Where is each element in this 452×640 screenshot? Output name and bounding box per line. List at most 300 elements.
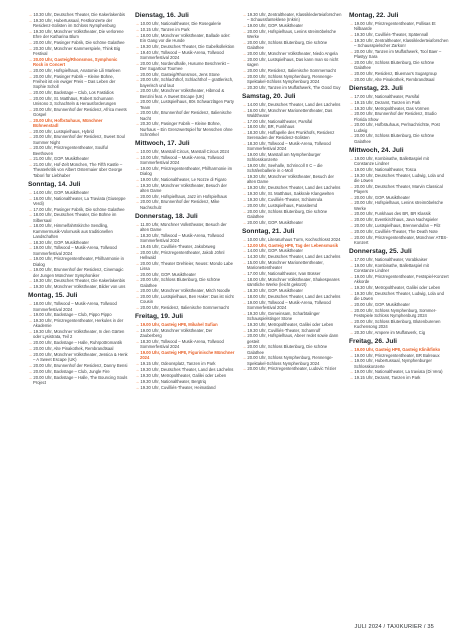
event-entry [135,339,235,349]
event-text: 19.00 Uhr, Prinzregententheater, Festspiel-Konzert Akkorde [354,273,449,285]
event-text: 19.15 Uhr, Dezamt, Tanzen im Park [354,99,421,105]
arrow-right-icon: → [135,277,141,283]
arrow-right-icon: → [28,156,34,162]
arrow-right-icon: → [28,145,34,151]
event-text: 20.00 Uhr, Schloss Blutenburg, Blutenburenen Kuchensong 2024 [354,318,441,329]
arrow-right-icon: → [242,107,248,113]
event-entry [28,369,128,374]
event-entry [28,340,128,345]
event-text: 20.30 Uhr, Ampere im Muffatwerk, Cig [354,329,426,335]
event-text: 19.00 Uhr, Brunnenhof der Residenz, Cinemagic der Jungen Münchner Symphoniker [33,267,124,278]
arrow-right-icon: → [135,378,141,384]
event-entry [349,77,449,82]
event-entry [135,88,235,98]
event-text: 19.00 Uhr, Hubertussaal, Nymphenburger Schlosskonzerte [354,358,432,369]
event-entry [28,207,128,212]
event-entry [135,385,235,390]
event-entry [349,369,449,374]
event-text: 19.30 Uhr, Münchner Volkstheater, Besuch der alten Dame [140,182,227,193]
event-text: 19.30 Uhr, Metropoltheater, Das Vormen [354,105,430,111]
arrow-right-icon: → [28,162,34,168]
event-entry [349,229,449,234]
arrow-right-icon: → [242,310,248,316]
arrow-right-icon: → [349,93,355,99]
arrow-right-icon: → [242,344,248,350]
arrow-right-icon: → [28,117,34,123]
arrow-right-icon: → [135,294,141,300]
event-text: 20.00 Uhr, Schloss Blutenburg, Die schöne Galathee [140,277,221,288]
event-entry [135,222,235,232]
event-entry [135,177,235,182]
event-text: 19.30 Uhr, Cuvilliés-Theater, Schlamrula [247,196,323,202]
arrow-right-icon: → [28,95,34,101]
event-entry [349,330,449,335]
event-text: 20.00 Uhr, GOP. Musiktheater [354,301,410,307]
arrow-right-icon: → [242,56,248,62]
arrow-right-icon: → [242,260,248,266]
event-text: 20.00 Uhr, Funkhaus des BR, BR Klassik [354,211,431,217]
arrow-right-icon: → [28,212,34,218]
event-entry [349,200,449,210]
event-entry [28,318,128,328]
event-entry [349,358,449,368]
arrow-right-icon: → [349,155,355,161]
event-text: 17.00 Uhr, Nationaltheater, Parsifal [247,118,313,124]
event-text: 20.00 Uhr, St. Matthäus, Robert Schumann Unisono 3, Schachteln & Herausforderungen [33,95,117,106]
event-entry [242,203,342,208]
event-entry [349,217,449,222]
event-text: 19.30 Uhr, Münchner Volkstheater, In den Gärten oder Lysistrata, Teil 2 [33,329,125,340]
event-entry [242,288,342,293]
event-text: 20.00 Uhr, Prinzregententheater, Jakob Jöhnl Hellwald [140,249,225,260]
arrow-right-icon: → [28,245,34,251]
arrow-right-icon: → [242,73,248,79]
event-text: 21.00 Uhr, GOP. Musiktheater [33,156,89,162]
event-text: 10.30 Uhr, Deutsches Theater, Die Kakerlakenbis [33,12,125,17]
arrow-right-icon: → [349,358,355,364]
arrow-right-icon: → [28,128,34,134]
arrow-right-icon: → [28,12,34,17]
highlighted-event-text: 20.00 Uhr, Hofbräuhaus, Münchner Bühnenstadl [33,117,103,128]
arrow-right-icon: → [135,43,141,49]
event-entry [135,367,235,372]
arrow-right-icon: → [242,219,248,225]
arrow-right-icon: → [135,367,141,373]
event-entry [242,209,342,219]
arrow-right-icon: → [349,217,355,223]
event-text: 20.00 Uhr, Brunnenhof der Residenz, Sweet Soul Summer Night [33,134,125,145]
event-entry [242,185,342,190]
arrow-right-icon: → [135,305,141,311]
arrow-right-icon: → [28,301,34,307]
event-text: 14.30 Uhr, Deutsches Theater, Land des Lächelns [247,254,341,260]
event-text: 20.00 Uhr, GOP. Musiktheater [354,194,410,200]
arrow-right-icon: → [349,76,355,82]
arrow-right-icon: → [349,194,355,200]
event-text: 20.30 Uhr, Münchner Kammerspiele, Think Big Festival [33,45,121,56]
event-entry [349,375,449,380]
event-entry [242,40,342,50]
event-text: 19.00 Uhr, GOP. Musiktheater [247,23,303,28]
arrow-right-icon: → [135,361,141,367]
arrow-right-icon: → [349,32,355,37]
arrow-right-icon: → [242,202,248,208]
event-entry [242,333,342,343]
arrow-right-icon: → [349,301,355,307]
arrow-right-icon: → [28,340,34,346]
event-text: 19.00 Uhr, Münchner Volkstheater, Der Zauberberg [140,328,213,339]
event-entry [135,350,235,360]
event-text: 10.00 Uhr, Literaturhaus Turm, Kochschlosst 2024 [247,236,341,242]
arrow-right-icon: → [349,183,355,189]
event-entry [349,184,449,194]
arrow-right-icon: → [28,362,34,368]
event-text: 20.00 Uhr, Schloss Blutenburg, Die schöne Galathee [354,133,435,144]
event-entry [135,261,235,271]
arrow-right-icon: → [28,73,34,79]
event-entry [242,124,342,129]
event-text: 19.00 Uhr, Prinzregententheater, Pollisas Et Nilbaarde [354,21,436,32]
arrow-right-icon: → [28,206,34,212]
event-text: 20.00 Uhr, Münchner Volkstheater, Jessica & Henk – A Sweet Escape (UK) [33,351,128,363]
event-entry [242,68,342,73]
event-text: 20.00 Uhr, Pasinger Fabrik, Die schöne Galathee [33,39,125,45]
event-entry [135,183,235,193]
arrow-right-icon: → [135,372,141,378]
event-text: 20.00 Uhr, Prinzregententheater, Ludovic Tézier [247,366,337,372]
event-entry [28,107,128,117]
event-text: 20.00 Uhr, Münchner Volkstheater, Niedo Angela [247,50,338,56]
event-entry [349,235,449,245]
event-text: 10.00 Uhr, Nationaltheater, Die Rosegalerie [140,21,222,26]
event-entry [135,379,235,384]
calendar-column-1 [28,12,128,386]
event-entry [349,111,449,121]
event-text: 20.00 Uhr, Hofspielhaus, Anatomie Lili Marleen [33,67,121,73]
event-entry [28,256,128,266]
event-text: 20.00 Uhr, Schloss Nymphenburg, Rennenge-Spektakel-Schloss Nymphenburg 2024 [247,355,334,366]
arrow-right-icon: → [242,39,248,45]
event-text: 19.00 Uhr, Kombinathe, Ballettaspiel mit Constanze Lindner [354,155,429,166]
arrow-right-icon: → [349,234,355,240]
event-entry [135,322,235,327]
arrow-right-icon: → [242,333,248,339]
event-text: 20.00 Uhr, Lustspielhaus, 80s Schwarzlägen Party Team [140,99,234,110]
event-entry [242,237,342,242]
event-text: 19.30 Uhr, Cuvilliés-Theater, Schamrulf [247,327,321,333]
event-text: 20.00 Uhr, Cuvilliés-Theater, The Death Note [354,228,438,234]
event-text: 17.00 Uhr, Nationaltheater, Ivan Büsser [247,271,321,277]
event-text: 18.00 Uhr, Tollwood – Musik-Arena, Tollwood Sommerfestival 2024 [33,301,117,312]
event-text: 19.30 Uhr, Deutsches Theater, Land des Lächelns [247,185,341,191]
arrow-right-icon: → [135,60,141,66]
arrow-right-icon: → [242,67,248,73]
event-text: 18.30 Uhr, GOP. Musiktheater [33,239,89,245]
arrow-right-icon: → [28,284,34,290]
event-entry [349,347,449,352]
event-text: 19.00 Uhr, Seehalle, Schrincoll II C – die Schäfenballerie in c-Moll [247,163,323,174]
event-entry [135,72,235,77]
event-text: 20.00 Uhr, Brunnenhof der Residenz, Mike Nachschulz [140,199,220,210]
event-entry [28,129,128,134]
event-entry [242,130,342,140]
event-text: 20.00 Uhr, Gasteig/Rhonsmos, Jens Stone [140,71,220,77]
event-text: 20.00 Uhr, Hofspielhaus, Abeer redet sowie dann gesteit [247,333,339,344]
arrow-right-icon: → [135,32,141,38]
event-text: 19.30 Uhr, Cuvilliés-Theater, Spätennall [354,32,429,37]
arrow-right-icon: → [349,133,355,139]
event-text: 20.00 Uhr, Alte Pinakothek, Rembrandtsaal [354,76,435,82]
event-text: 19.30 Uhr, Nationaltheater, Bergtriq [140,378,207,384]
event-entry [135,50,235,60]
event-entry [28,196,128,206]
event-entry [28,145,128,155]
day-heading: Freitag, 26. Juli [349,337,398,345]
event-entry [28,46,128,56]
event-entry [242,74,342,84]
event-entry [135,233,235,243]
event-text: 20.00 Uhr, Lustspielhaus, Das kann man so nicht sagen [247,56,339,67]
event-text: 11.00 Uhr, Münchner Volkstheater, Besuch der alten Dame [140,221,227,232]
arrow-right-icon: → [242,242,248,248]
event-entry [242,277,342,287]
event-text: 17.00 Uhr, Nationaltheater, Vorabkaiser [354,257,428,263]
event-entry [242,12,342,22]
event-entry [349,211,449,216]
event-entry [28,223,128,238]
event-text: 20.00 Uhr, Residenz, Bluemax's Sugargroup [354,70,437,76]
event-text: 20.00 Uhr, Brunnenhof der Residenz, Danny Bensi [33,362,128,368]
arrow-right-icon: → [28,312,34,318]
event-entry [135,288,235,293]
arrow-right-icon: → [242,191,248,197]
event-text: 18.00 Uhr, BR, Funkhaus [247,124,295,130]
event-text: 20.00 Uhr, Lustspielhaus, Ben Haker: Das ist nicht Cousin [140,294,234,305]
day-heading: Freitag, 19. Juli [135,313,184,321]
event-entry [135,166,235,176]
event-entry [135,77,235,87]
event-text: 20.00 Uhr, Lustspielhaus, Hybrid [33,128,94,134]
event-text: 18.00 Uhr, Münchner Volkstheater, Ballade oder: Ein Gang vor die Hunde [140,32,231,43]
event-entry [242,366,342,371]
event-entry [349,263,449,273]
arrow-right-icon: → [349,318,355,324]
arrow-right-icon: → [28,195,34,201]
arrow-right-icon: → [242,50,248,56]
event-entry [28,240,128,245]
event-text: 19.15 Uhr, Odeonsplatz, Tanzen im Park [140,361,216,367]
arrow-right-icon: → [28,318,34,324]
event-text: 17.00 Uhr, Nationaltheater, Parsifal [354,93,420,99]
event-entry [242,355,342,365]
day-heading: Sonntag, 21. Juli [242,227,295,235]
event-text: 20.00 Uhr, Pasinger Fabrik – Kleine Bühne, Freiheit ist ein ewiger Preis – Das Leben der Sophie Scholl [33,73,116,89]
event-entry [28,18,128,28]
arrow-right-icon: → [349,211,355,217]
event-text: 19.30 Uhr, Prinzregententheater, Herkules in der Akademie [33,318,124,329]
highlighted-event-text: 19.00 Uhr, Gasteig HP8, Mikahel Sufian [140,322,218,328]
event-text: 20.00 Uhr, Schloss Blutenburg, Die schöne Galathee [247,208,328,219]
day-heading: Dienstag, 16. Juli [135,12,189,19]
event-text: 19.00 Uhr, Prinzregententheater, BR Balreaux [354,352,440,358]
arrow-right-icon: → [349,307,355,313]
event-text: 19.00 Uhr, Backstage – Club, Pippo Pippo [33,312,112,318]
event-entry [28,363,128,368]
event-text: 20.00 Uhr, Schloss Blutenburg, Die schöne Galathee [354,59,435,70]
arrow-right-icon: → [349,48,355,54]
event-entry [349,173,449,183]
arrow-right-icon: → [242,152,248,158]
arrow-right-icon: → [242,12,248,17]
event-text: 20.00 Uhr, Lustspielhaus, Parasiternd [247,202,318,208]
arrow-right-icon: → [349,166,355,172]
event-text: 19.00 Uhr, Nationaltheater, Tosca [354,166,417,172]
arrow-right-icon: → [28,223,34,229]
arrow-right-icon: → [349,257,355,263]
event-text: 20.00 Uhr, Schloss Nymphenburg, Sommer-Festspiele Schloss Nymphenburg 2024 [354,307,437,318]
calendar-column-4 [349,12,449,381]
event-entry [242,29,342,39]
event-text: 20.00 Uhr, Nordendhalle, Husume Beschrenkt – Der Sugartour Tournee [140,60,230,71]
event-text: 19.30 Uhr, Deutsches Theater, Ludwig, Lola und die Löwen [354,290,444,301]
event-entry [28,375,128,385]
event-entry [349,71,449,76]
arrow-right-icon: → [28,267,34,273]
arrow-right-icon: → [135,176,141,182]
arrow-right-icon: → [349,352,355,358]
event-text: 20.00 Uhr, Prinzregententheater, Soulful Beethoven [33,145,108,156]
arrow-right-icon: → [349,37,355,43]
event-text: 19.15 Uhr, Dezamt, Tanzen im Park [354,375,421,381]
event-text: 20.00 Uhr, Theater Drehleier, Neuss: Mondo Labe Lissa [140,260,233,271]
arrow-right-icon: → [28,89,34,95]
event-text: 20.00 Uhr, Schloss Blutenburg, Die schöne Galathee [247,39,328,50]
event-entry [135,194,235,199]
event-text: 20.00 Uhr, Schlachthof, Schlachthof – grattlerisch, bayerisch und laut [140,77,234,88]
arrow-right-icon: → [28,45,34,51]
event-text: 18.00 Uhr, Himmelfahrtskirche Sendling, Kammermusik-Volxmusik aus traditionellen Landschaften [33,223,113,239]
day-heading: Samstag, 20. Juli [242,92,296,100]
arrow-right-icon: → [135,249,141,255]
event-entry [242,271,342,276]
arrow-right-icon: → [28,351,34,357]
arrow-right-icon: → [135,110,141,116]
event-entry [242,23,342,28]
arrow-right-icon: → [242,185,248,191]
arrow-right-icon: → [135,350,141,356]
event-text: 19.30 Uhr, Deutsches Theater, Ludwig, Lola und die Löwen [354,172,444,183]
arrow-right-icon: → [28,28,34,34]
arrow-right-icon: → [242,271,248,277]
event-text: 10.15 Uhr, Tanzen im Park [140,26,190,32]
arrow-right-icon: → [242,118,248,124]
event-text: 20.00 Uhr, Backstage – Halle, Ruhrpottromantik [33,340,123,346]
arrow-right-icon: → [135,271,141,277]
arrow-right-icon: → [242,355,248,361]
arrow-right-icon: → [242,299,248,305]
event-entry [135,373,235,378]
event-entry [28,12,128,17]
event-entry [349,302,449,307]
event-text: 19.00 Uhr, Kombinathe, Ballettaspiel mit Constanze Lindner [354,262,429,274]
event-entry [349,195,449,200]
arrow-right-icon: → [135,339,141,345]
event-entry [28,40,128,45]
event-text: 19.30 Uhr, St. Matthäus, Sakkrale Klangwelten [247,191,334,197]
event-text: 20.00 Uhr, Deutsches Theater, Marvin Classical Players [354,183,443,194]
arrow-right-icon: → [135,21,141,26]
event-text: 18.30 Uhr, Hoffapelle des Prunkhofs, Residenz Serenaden der Residenz-Solisten [247,130,335,141]
event-entry [349,291,449,301]
event-text: 20.00 Uhr, Alte Pinakothek, Rembrandtsaal [33,346,114,352]
arrow-right-icon: → [242,174,248,180]
highlighted-event-text: 19.00 Uhr, Gasteig HP8, Figurinische Münchner 2024 [140,350,235,361]
arrow-right-icon: → [28,256,34,262]
event-entry [28,68,128,73]
event-text: 19.30 Uhr, Münchner Volkstheater, Bilder von uns [33,284,126,290]
event-entry [349,21,449,31]
event-entry [28,212,128,222]
event-text: 18.00 Uhr, Deutsches Theater, Die Bühne im Silbersaal [33,212,117,223]
event-text: 20.00 Uhr, Brunnenhof der Residenz, Studio Florida Show [354,111,437,122]
event-text: 20.00 Uhr, Hofbräuhaus, Perlnachrichtte, Post Ludwig [354,122,440,133]
arrow-right-icon: → [135,49,141,55]
event-entry [28,245,128,255]
event-text: 20.00 Uhr, Residenz, Italienische Sommernacht [140,305,229,311]
arrow-right-icon: → [135,322,141,328]
event-text: 19.00 Uhr, Nationaltheater, La traviata (Di Vera) [354,369,443,375]
arrow-right-icon: → [135,165,141,171]
event-text: 20.00 Uhr, Backstage – Halle, The Bouncing Souls Project [33,374,128,385]
event-entry [28,156,128,161]
event-text: 19.30 Uhr, Hubertussaal, Festkonzerte der Residenz-Solisten im Schloss Nymphenburg [33,17,116,28]
event-entry [28,118,128,128]
event-text: 19.30 Uhr, Cuvilliés-Theater, Heimatland [140,384,216,390]
event-entry [349,100,449,105]
arrow-right-icon: → [135,384,141,390]
arrow-right-icon: → [28,134,34,140]
event-entry [349,285,449,290]
event-entry [349,319,449,329]
event-entry [135,328,235,338]
event-entry [28,190,128,195]
highlighted-event-text: 19.00 Uhr, Gasteig HP8, Gasteig Klinikfinko [354,346,441,352]
event-entry [135,27,235,32]
event-entry [135,44,235,49]
arrow-right-icon: → [242,293,248,299]
event-text: 18.00 Uhr, Deutsches Theater, Land des Lächelns [247,293,341,299]
arrow-right-icon: → [135,182,141,188]
event-entry [135,250,235,260]
event-text: 19.30 Uhr, Deutsches Theater, Die Kakerlakenbis [33,278,125,284]
event-text: 20.00 Uhr, GOP. Musiktheater [140,271,196,277]
event-entry [135,244,235,249]
event-text: 20.00 Uhr, Hofspielhaus, Lenins streimöbelsche Werke [247,28,337,39]
event-text: 20.00 Uhr, Backstage – Club, Jungle Fire [33,368,110,374]
event-text: 19.30 Uhr, Metropoltheater, Galilei oder Leben [247,321,334,327]
event-entry [349,257,449,262]
event-text: 14.00 Uhr, GOP. Musiktheater [247,248,303,254]
event-text: 15.00 Uhr, Münchner Marionettentheater, Marionettentheater [247,260,324,271]
event-text: 20.00 Uhr, Schloss Nymphenburg, Rennenge-Spektakel-Schloss Nymphenburg 2024 [247,73,334,84]
arrow-right-icon: → [349,105,355,111]
event-entry [135,155,235,165]
arrow-right-icon: → [135,221,141,227]
event-text: 16.00 Uhr, Münchner Marionettentheater, Das Waldtheater [247,107,333,118]
arrow-right-icon: → [242,236,248,242]
event-entry [242,51,342,56]
arrow-right-icon: → [349,346,355,352]
